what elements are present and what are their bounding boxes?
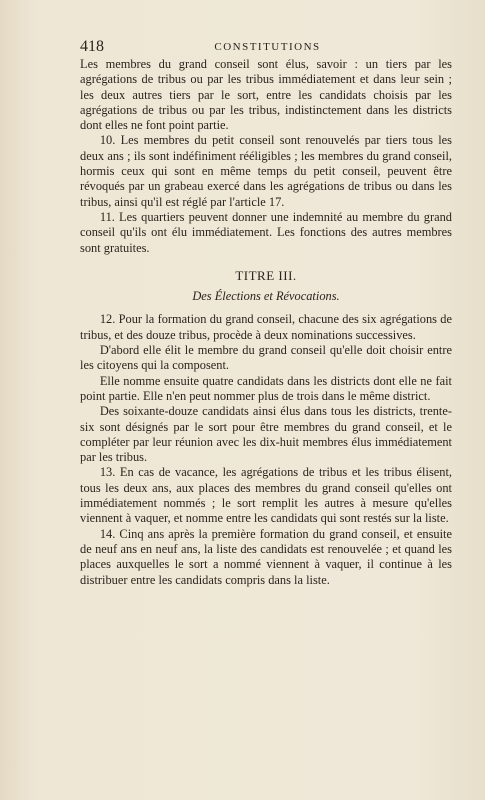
page-number: 418 — [80, 38, 104, 55]
page-body — [80, 57, 452, 588]
paragraph: Des soixante-douze candidats ainsi élus dans tous les districts, trente-six sont désignés par le sort pour être membres du grand conseil, et le compléter par leur réunion avec les dix-huit membres élus immédiatement par les tribus. — [80, 404, 452, 465]
paragraph: 13. En cas de vacance, les agrégations de tribus et les tribus élisent, tous les deux ans, aux places des membres du grand conseil qu'elles ont immédiatement nommés ; le sort remplit les autres à mesure qu'elles viennent à vaquer, et nomme entre les candidats qui sont restés sur la liste. — [80, 465, 452, 526]
paragraph: D'abord elle élit le membre du grand conseil qu'elle doit choisir entre les citoyens qui la composent. — [80, 343, 452, 373]
section-subtitle: Des Élections et Révocations. — [192, 289, 340, 304]
paragraph: 12. Pour la formation du grand conseil, chacune des six agrégations de tribus, et des douze tribus, procède à deux nominations successives. — [80, 312, 452, 342]
section-title: TITRE III. — [235, 267, 297, 283]
paragraph: Elle nomme ensuite quatre candidats dans les districts dont elle ne fait point partie. Elle n'en peut nommer plus de trois dans le même district. — [80, 373, 452, 403]
running-head: CONSTITUTIONS — [214, 41, 321, 53]
paragraph: 10. Les membres du petit conseil sont renouvelés par tiers tous les deux ans ; ils sont indéfiniment rééligibles ; les membres du grand conseil, hormis ceux qui sont en même temps du petit conseil, peuvent être révoqués par un grabeau exercé dans les agrégations de tribus ou dans les tribus, ainsi qu'il est réglé par l'article 17. — [80, 133, 452, 209]
page-header — [80, 38, 455, 56]
paragraph: 11. Les quartiers peuvent donner une indemnité au membre du grand conseil qu'ils ont élu immédiatement. Les fonctions des autres membres sont gratuites. — [80, 209, 452, 255]
paragraph: Les membres du grand conseil sont élus, savoir : un tiers par les agrégations de tribus ou par les tribus immédiatement et dans leur sein ; les deux autres tiers par le sort, entre les candidats choisis par les agrégations de tribus ou par les tribus, indistinctement dans les districts dont elles ne font point partie. — [80, 57, 452, 133]
paragraph: 14. Cinq ans après la première formation du grand conseil, et ensuite de neuf ans en neuf ans, la liste des candidats est renouvelée ; et quand les places auxquelles le sort a nommé viennent à vaquer, il continue à les distribuer entre les candidats compris dans la liste. — [80, 526, 452, 587]
